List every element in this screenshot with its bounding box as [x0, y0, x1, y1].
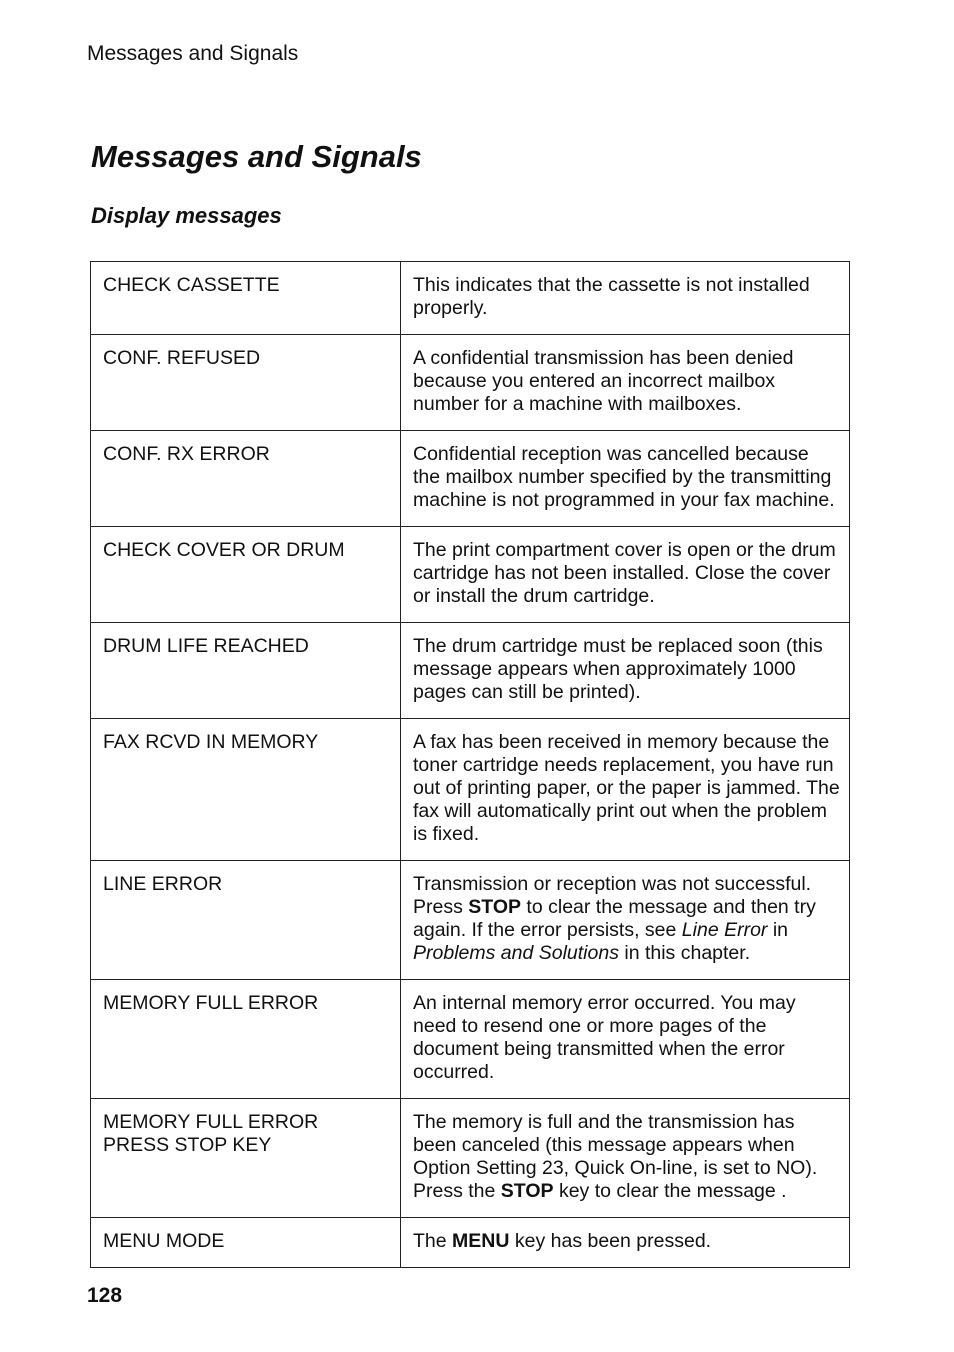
key-name: MENU: [452, 1230, 510, 1252]
display-messages-table: [90, 261, 850, 1268]
description-cell: [401, 335, 850, 431]
message-label: CHECK COVER OR DRUM: [103, 539, 345, 561]
message-label: CONF. REFUSED: [103, 347, 261, 369]
description-text: The memory is full and the transmission has been canceled (this message appears when Option Setting 23, Quick On-line, is set to NO). Press the: [413, 1111, 818, 1202]
page-title: Messages and Signals: [91, 139, 422, 174]
message-label: CHECK CASSETTE: [103, 274, 280, 296]
section-title: Display messages: [91, 203, 282, 228]
description-text: in this chapter.: [618, 942, 751, 964]
description-cell: [401, 1218, 850, 1268]
table-row: [91, 262, 850, 335]
description-text: to clear the message and then try again. If the error persists, see: [413, 896, 816, 941]
table-row: [91, 719, 850, 861]
key-name: STOP: [500, 1180, 554, 1202]
message-cell: [91, 527, 401, 623]
table-row: [91, 623, 850, 719]
table-row: [91, 335, 850, 431]
description-text: The: [413, 1230, 453, 1252]
description-text: key has been pressed.: [509, 1230, 712, 1252]
message-label: MEMORY FULL ERROR: [103, 1111, 319, 1133]
table-row: [91, 980, 850, 1099]
page-number: 128: [87, 1284, 123, 1307]
description-text: A confidential transmission has been denied because you entered an incorrect mailbox number for a machine with mailboxes.: [413, 347, 794, 415]
description-text: key to clear the message .: [553, 1180, 787, 1202]
description-text: Confidential reception was cancelled because the mailbox number specified by the transmitting machine is not programmed in your fax machine.: [413, 443, 835, 511]
message-label: MENU MODE: [103, 1230, 225, 1252]
message-label: DRUM LIFE REACHED: [103, 635, 309, 657]
description-cell: [401, 527, 850, 623]
description-text: Transmission or reception was not successful. Press: [413, 873, 812, 918]
message-label: CONF. RX ERROR: [103, 443, 270, 465]
message-cell: [91, 623, 401, 719]
description-cell: [401, 431, 850, 527]
description-text: The print compartment cover is open or the drum cartridge has not been installed. Close the cover or install the drum cartridge.: [413, 539, 836, 607]
message-cell: [91, 431, 401, 527]
message-cell: [91, 861, 401, 980]
table-row: [91, 1218, 850, 1268]
message-label: LINE ERROR: [103, 873, 223, 895]
message-label: PRESS STOP KEY: [103, 1134, 272, 1156]
description-cell: [401, 980, 850, 1099]
table-row: [91, 527, 850, 623]
reference-text: Line Error: [681, 919, 768, 941]
description-text: This indicates that the cassette is not installed properly.: [413, 274, 810, 319]
reference-text: Problems and Solutions: [413, 942, 619, 964]
display-messages-table-body: [91, 262, 850, 1268]
table-row: [91, 431, 850, 527]
description-cell: [401, 262, 850, 335]
message-cell: [91, 335, 401, 431]
description-cell: [401, 861, 850, 980]
message-cell: [91, 262, 401, 335]
table-row: [91, 1099, 850, 1218]
message-cell: [91, 719, 401, 861]
description-text: The drum cartridge must be replaced soon (this message appears when approximately 1000 pages can still be printed).: [413, 635, 823, 703]
message-cell: [91, 980, 401, 1099]
description-cell: [401, 1099, 850, 1218]
description-text: An internal memory error occurred. You may need to resend one or more pages of the document being transmitted when the error occurred.: [413, 992, 796, 1083]
description-cell: [401, 623, 850, 719]
description-text: A fax has been received in memory because the toner cartridge needs replacement, you have run out of printing paper, or the paper is jammed. The fax will automatically print out when the problem is fixed.: [413, 731, 840, 845]
message-label: MEMORY FULL ERROR: [103, 992, 319, 1014]
key-name: STOP: [468, 896, 522, 918]
message-cell: [91, 1099, 401, 1218]
description-text: in: [767, 919, 789, 941]
message-label: FAX RCVD IN MEMORY: [103, 731, 319, 753]
message-cell: [91, 1218, 401, 1268]
table-row: [91, 861, 850, 980]
description-cell: [401, 719, 850, 861]
running-header: Messages and Signals: [87, 42, 299, 65]
